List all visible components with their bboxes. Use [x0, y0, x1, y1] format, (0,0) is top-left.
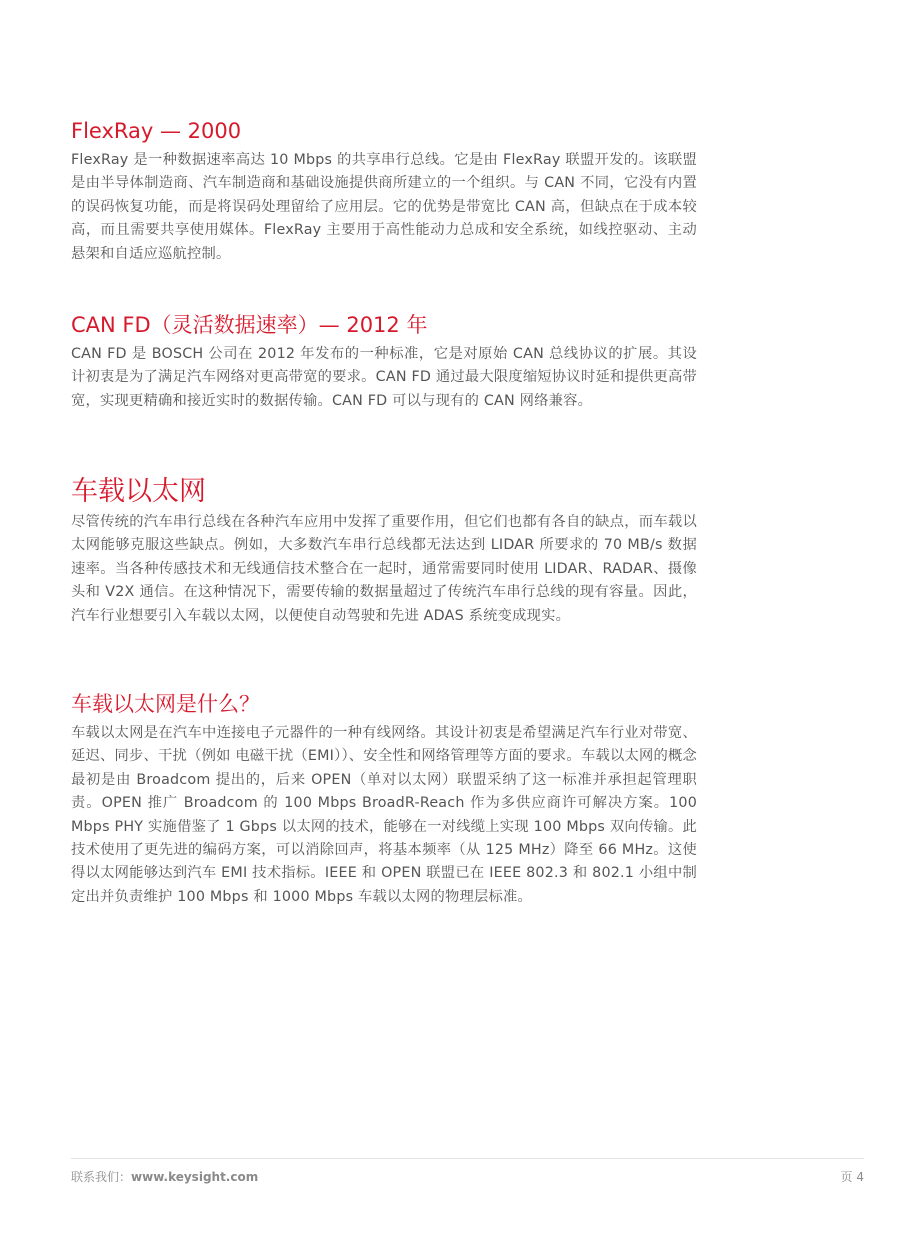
section-body: 尽管传统的汽车串行总线在各种汽车应用中发挥了重要作用，但它们也都有各自的缺点，而车载以太网能够克服这些缺点。例如，大多数汽车串行总线都无法达到 LIDAR 所要求的 70 MB/s 数据速率。当各种传感技术和无线通信技术整合在一起时，通常需要同时使用 LIDAR、RADAR、摄像头和 V2X 通信。在这种情况下，需要传输的数据量超过了传统汽车串行总线的现有容量。因此，汽车行业想要引入车载以太网，以便使自动驾驶和先进 ADAS 系统变成现实。	[71, 514, 697, 624]
footer-website-link[interactable]: www.keysight.com	[131, 1170, 259, 1184]
footer-contact-label: 联系我们：	[71, 1170, 132, 1184]
section-body: FlexRay 是一种数据速率高达 10 Mbps 的共享串行总线。它是由 FlexRay 联盟开发的。该联盟是由半导体制造商、汽车制造商和基础设施提供商所建立的一个组织。与 CAN 不同，它没有内置的误码恢复功能，而是将误码处理留给了应用层。它的优势是带宽比 CAN 高，但缺点在于成本较高，而且需要共享使用媒体。FlexRay 主要用于高性能动力总成和安全系统，如线控驱动、主动悬架和自适应巡航控制。	[71, 152, 697, 262]
chapter-heading: 车载以太网	[71, 476, 206, 507]
section-heading: FlexRay — 2000	[71, 119, 242, 143]
footer-divider	[71, 1158, 864, 1159]
section-body: 车载以太网是在汽车中连接电子元器件的一种有线网络。其设计初衷是希望满足汽车行业对带宽、延迟、同步、干扰（例如 电磁干扰（EMI））、安全性和网络管理等方面的要求。车载以太网的概念最初是由 Broadcom 提出的，后来 OPEN（单对以太网）联盟采纳了这一标准并承担起管理职责。OPEN 推广 Broadcom 的 100 Mbps BroadR-Reach 作为多供应商许可解决方案。100 Mbps PHY 实施借鉴了 1 Gbps 以太网的技术，能够在一对线缆上实现 100 Mbps 双向传输。此技术使用了更先进的编码方案，可以消除回声，将基本频率（从 125 MHz）降至 66 MHz。这使得以太网能够达到汽车 EMI 技术指标。IEEE 和 OPEN 联盟已在 IEEE 802.3 和 802.1 小组中制定出并负责维护 100 Mbps 和 1000 Mbps 车载以太网的物理层标准。	[71, 725, 697, 905]
section-what-is-automotive-ethernet	[71, 689, 697, 909]
section-heading: 车载以太网是什么？	[71, 692, 260, 716]
section-can-fd	[71, 310, 697, 413]
section-heading: CAN FD（灵活数据速率）— 2012 年	[71, 313, 428, 337]
section-automotive-ethernet	[71, 474, 697, 628]
footer-contact	[71, 1168, 258, 1185]
section-flexray	[71, 116, 697, 266]
section-body: CAN FD 是 BOSCH 公司在 2012 年发布的一种标准，它是对原始 CAN 总线协议的扩展。其设计初衷是为了满足汽车网络对更高带宽的要求。CAN FD 通过最大限度缩短协议时延和提供更高带宽，实现更精确和接近实时的数据传输。CAN FD 可以与现有的 CAN 网络兼容。	[71, 346, 697, 409]
page-number: 页 4	[840, 1170, 864, 1184]
